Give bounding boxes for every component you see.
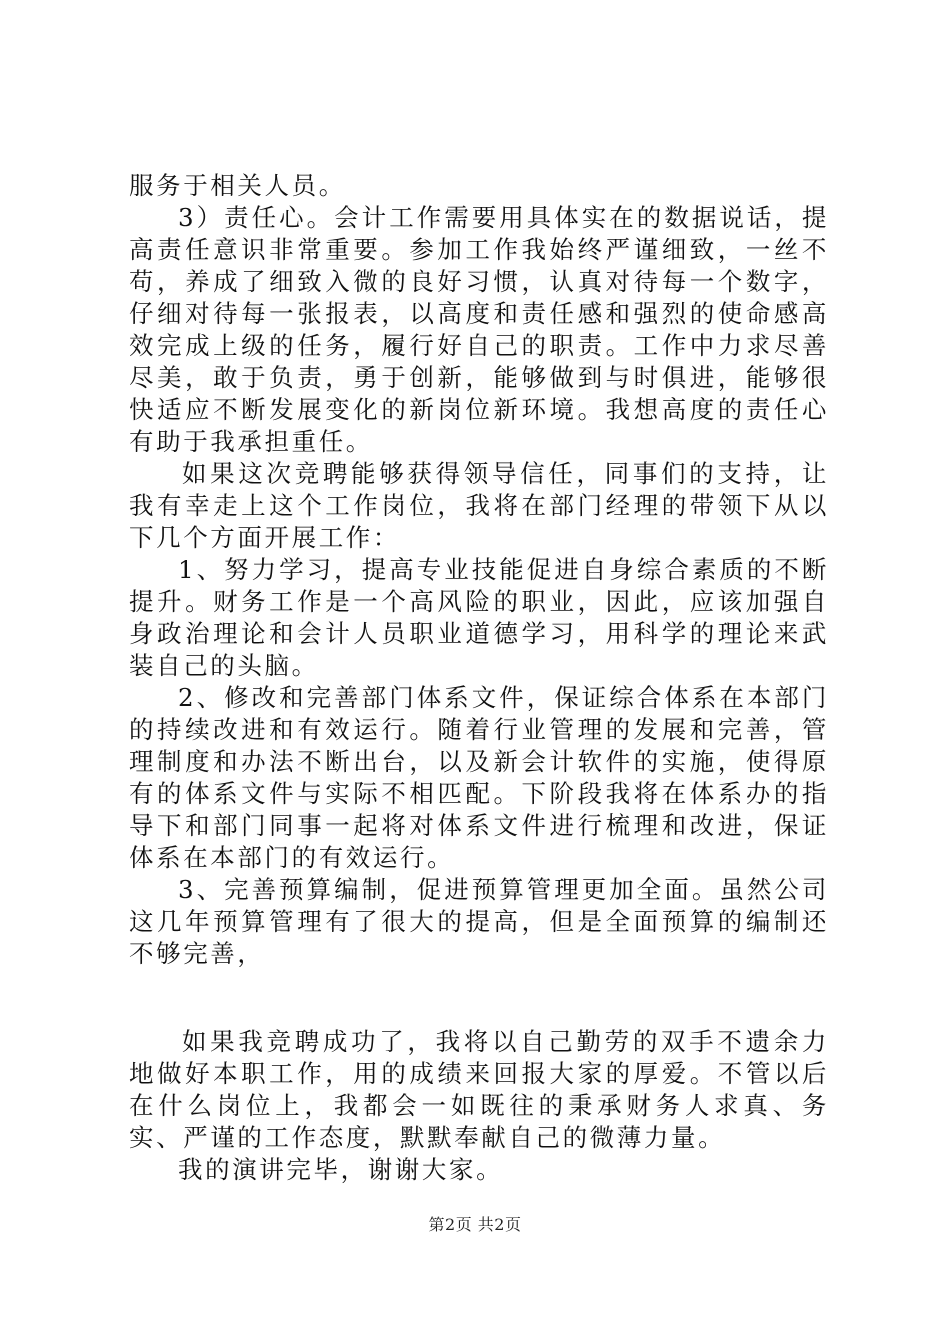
document-body: [129, 170, 829, 1186]
paragraph-plan-item-3: 3、完善预算编制，促进预算管理更加全面。虽然公司这几年预算管理有了很大的提高，但是全面预算的编制还不够完善，: [129, 875, 829, 968]
paragraph-plan-item-2: 2、修改和完善部门体系文件，保证综合体系在本部门的持续改进和有效运行。随着行业管理的发展和完善，管理制度和办法不断出台，以及新会计软件的实施，使得原有的体系文件与实际不相匹配。下阶段我将在体系办的指导下和部门同事一起将对体系文件进行梳理和改进，保证体系在本部门的有效运行。: [129, 683, 829, 872]
paragraph-closing-pledge: 如果我竞聘成功了，我将以自己勤劳的双手不遗余力地做好本职工作，用的成绩来回报大家的厚爱。不管以后在什么岗位上，我都会一如既往的秉承财务人求真、务实、严谨的工作态度，默默奉献自己的微薄力量。: [129, 1027, 829, 1152]
paragraph-continuation: 服务于相关人员。: [129, 171, 346, 200]
page-number-footer: 第2页 共2页: [428, 1215, 522, 1234]
paragraph-gap: [129, 970, 829, 1026]
paragraph-responsibility: 3）责任心。会计工作需要用具体实在的数据说话，提高责任意识非常重要。参加工作我始终严谨细致，一丝不苟，养成了细致入微的良好习惯，认真对待每一个数字，仔细对待每一张报表，以高度和责任感和强烈的使命感高效完成上级的任务，履行好自己的职责。工作中力求尽善尽美，敢于负责，勇于创新，能够做到与时俱进，能够很快适应不断发展变化的新岗位新环境。我想高度的责任心有助于我承担重任。: [129, 203, 829, 456]
paragraph-closing-thanks: 我的演讲完毕，谢谢大家。: [178, 1155, 504, 1184]
paragraph-plan-item-1: 1、努力学习，提高专业技能促进自身综合素质的不断提升。财务工作是一个高风险的职业，因此，应该加强自身政治理论和会计人员职业道德学习，用科学的理论来武装自己的头脑。: [129, 555, 829, 680]
paragraph-work-plan-intro: 如果这次竞聘能够获得领导信任，同事们的支持，让我有幸走上这个工作岗位，我将在部门经理的带领下从以下几个方面开展工作：: [129, 459, 829, 552]
